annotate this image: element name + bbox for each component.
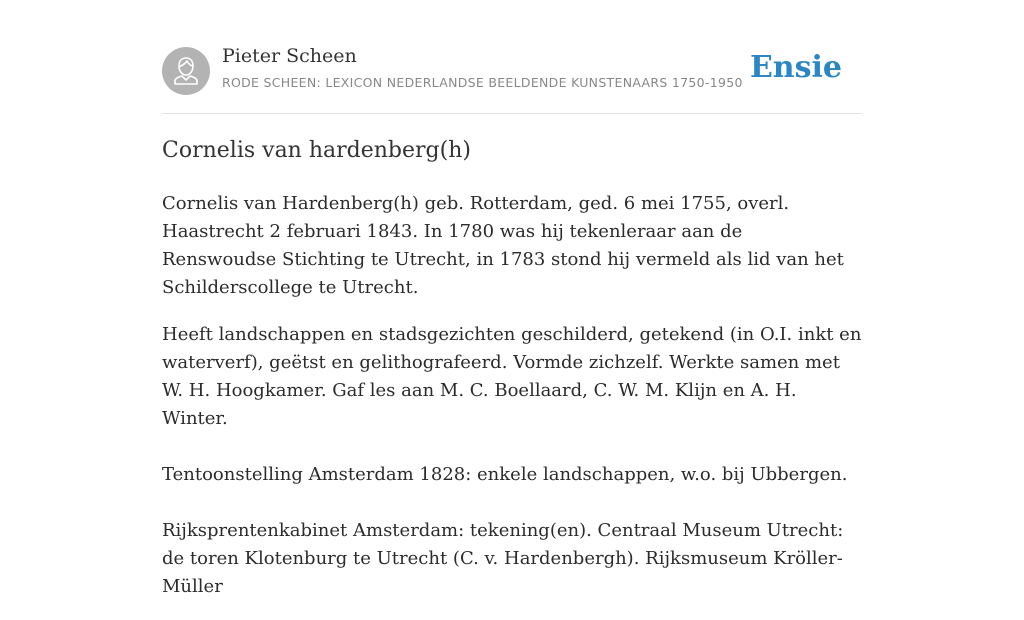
paragraph-works: Heeft landschappen en stadsgezichten geschilderd, getekend (in O.I. inkt en waterverf), geëtst en gelithografeerd. Vormde zichzelf. Werkte samen met W. H. Hoogkamer. Gaf les aan M. C. Boellaard, C. W. M. Klijn en A. H. Winter. xyxy=(162,324,862,429)
brand-logo[interactable]: Ensie xyxy=(749,50,842,85)
avatar[interactable] xyxy=(162,47,210,95)
user-silhouette-icon xyxy=(162,47,210,95)
article-body xyxy=(162,190,862,620)
paragraph-collections: Rijksprentenkabinet Amsterdam: tekening(en). Centraal Museum Utrecht: de toren Klotenburg te Utrecht (C. v. Hardenbergh). Rijksmuseum Kröller-Müller xyxy=(162,520,844,597)
header xyxy=(162,0,862,114)
article-title: Cornelis van hardenberg(h) xyxy=(162,138,471,163)
page xyxy=(162,0,862,597)
paragraph-biography: Cornelis van Hardenberg(h) geb. Rotterdam, ged. 6 mei 1755, overl. Haastrecht 2 februari 1843. In 1780 was hij tekenleraar aan de Renswoudse Stichting te Utrecht, in 1783 stond hij vermeld als lid van het Schilderscollege te Utrecht. xyxy=(162,193,844,298)
paragraph-exhibition: Tentoonstelling Amsterdam 1828: enkele landschappen, w.o. bij Ubbergen. xyxy=(162,464,848,485)
author-name[interactable]: Pieter Scheen xyxy=(222,45,357,67)
source-title[interactable]: RODE SCHEEN: LEXICON NEDERLANDSE BEELDENDE KUNSTENAARS 1750-1950 xyxy=(222,75,743,90)
